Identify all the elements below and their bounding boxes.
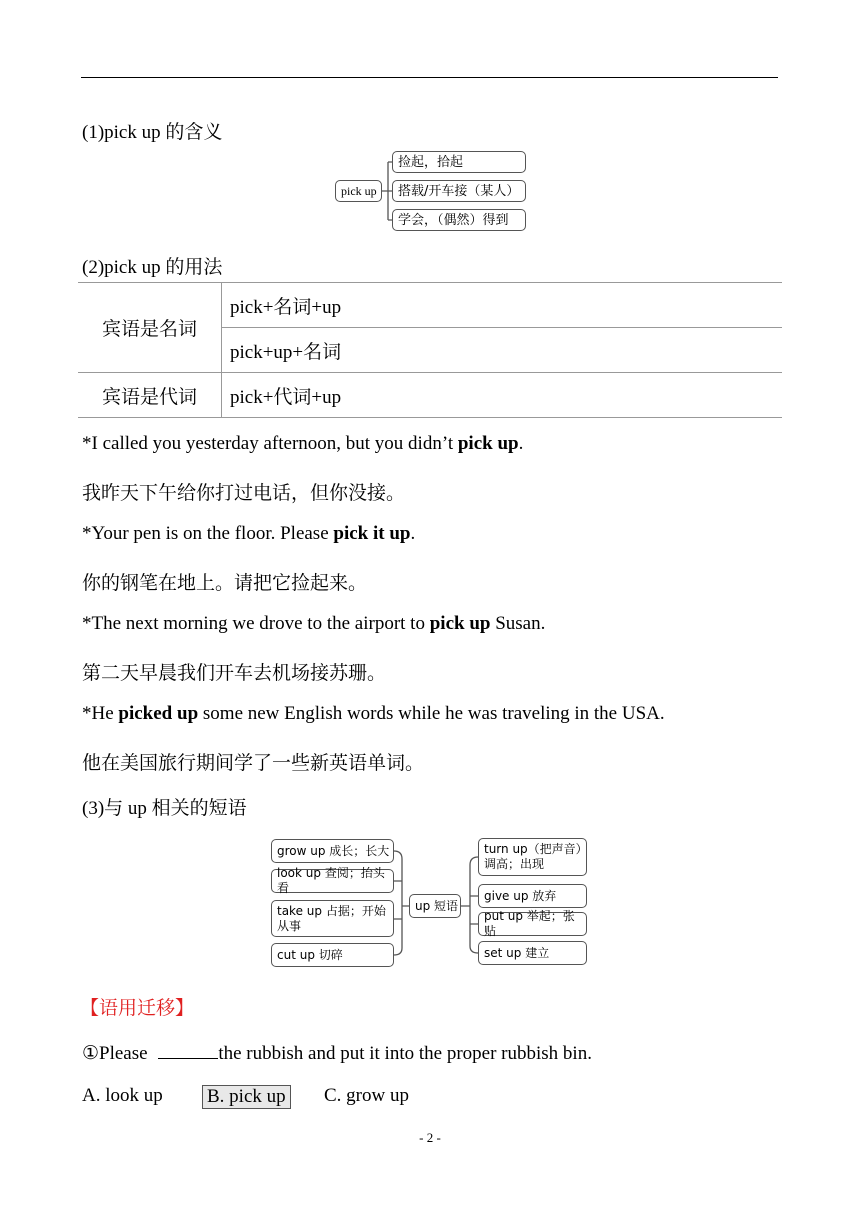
practice-question: ①Please the rubbish and put it into the proper rubbish bin.	[82, 1040, 592, 1065]
phrase-right-3: put up 举起；张贴	[478, 912, 587, 936]
phrase-center: up 短语	[409, 894, 461, 918]
phrase-left-2: look up 查阅；抬头看	[271, 869, 394, 893]
page-number: - 2 -	[419, 1130, 441, 1145]
example-2-zh: 你的钢笔在地上。请把它捡起来。	[82, 572, 368, 594]
usage-label-pronoun: 宾语是代词	[78, 373, 222, 418]
section1-title: (1)pick up 的含义	[82, 122, 223, 143]
example-1-zh: 我昨天下午给你打过电话，但你没接。	[82, 482, 406, 504]
usage-value: pick+名词+up	[222, 283, 783, 328]
example-4-zh: 他在美国旅行期间学了一些新英语单词。	[82, 752, 425, 774]
example-4-en: *He picked up some new English words while he was traveling in the USA.	[82, 703, 665, 724]
meaning-3: 学会，（偶然）得到	[392, 209, 526, 231]
mindmap-center: pick up	[335, 180, 382, 202]
phrase-right-1: turn up（把声音）调高；出现	[478, 838, 587, 876]
option-c[interactable]: C. grow up	[324, 1085, 409, 1106]
phrase-left-3: take up 占据；开始从事	[271, 900, 394, 937]
section2-title: (2)pick up 的用法	[82, 257, 223, 278]
section3-title: (3)与 up 相关的短语	[82, 798, 247, 819]
answer-blank[interactable]	[158, 1040, 218, 1059]
phrase-right-4: set up 建立	[478, 941, 587, 965]
phrase-left-4: cut up 切碎	[271, 943, 394, 967]
option-b[interactable]: B. pick up	[202, 1085, 291, 1109]
meaning-2: 搭载/开车接（某人）	[392, 180, 526, 202]
example-2-en: *Your pen is on the floor. Please pick it up.	[82, 523, 416, 544]
option-a[interactable]: A. look up	[82, 1085, 163, 1106]
usage-label-noun: 宾语是名词	[78, 283, 222, 373]
phrase-right-2: give up 放弃	[478, 884, 587, 908]
example-1-en: *I called you yesterday afternoon, but you didn’t pick up.	[82, 433, 524, 454]
phrase-left-1: grow up 成长；长大	[271, 839, 394, 863]
example-3-en: *The next morning we drove to the airport to pick up Susan.	[82, 613, 546, 634]
practice-heading: 【语用迁移】	[80, 997, 195, 1019]
usage-value: pick+代词+up	[222, 373, 783, 418]
meaning-1: 捡起，拾起	[392, 151, 526, 173]
usage-value: pick+up+名词	[222, 328, 783, 373]
example-3-zh: 第二天早晨我们开车去机场接苏珊。	[82, 662, 387, 684]
